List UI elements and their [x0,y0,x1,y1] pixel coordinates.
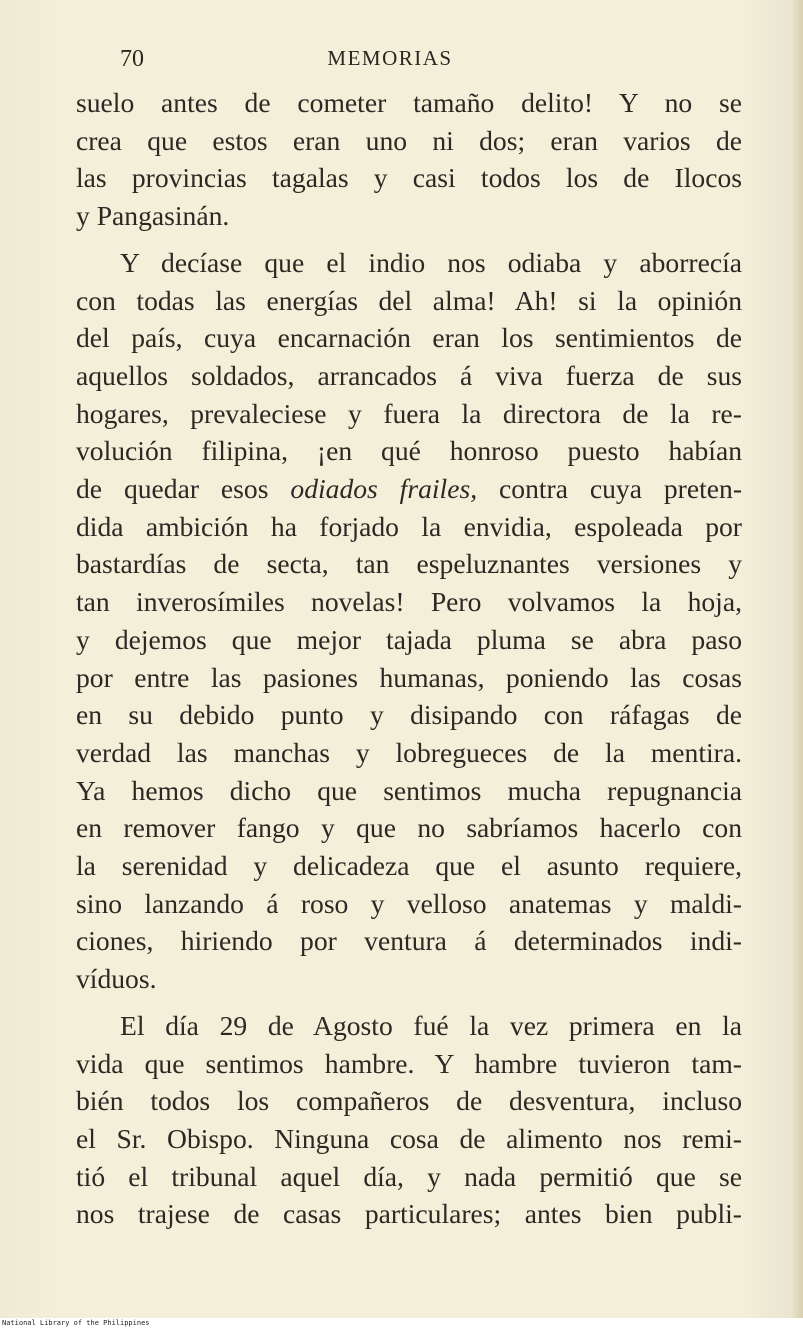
library-stamp: National Library of the Philippines [2,1319,150,1327]
text-line: la serenidad y delicadeza que el asunto requiere, [76,850,742,882]
text-line: suelo antes de cometer tamaño delito! Y no se [76,87,742,118]
text-line: Y decíase que el indio nos odiaba y aborrecía [120,246,742,278]
text-line: volución filipina, ¡en qué honroso puesto habían [76,435,742,467]
text-line: El día 29 de Agosto fué la vez primera en la [120,1009,742,1041]
text-line: en su debido punto y disipando con ráfagas de [76,699,742,731]
italic-phrase: odiados frailes, [290,473,478,505]
text-line [76,470,742,508]
paragraph [76,84,742,235]
text-line: con todas las energías del alma! Ah! si la opinión [76,284,742,316]
paragraph [76,244,742,998]
text-line: hogares, prevaleciese y fuera la directora de la re- [76,397,742,429]
paragraph [76,1007,742,1233]
text-line: del país, cuya encarnación eran los sentimientos de [76,322,742,354]
text-line: Ya hemos dicho que sentimos mucha repugnancia [76,774,742,806]
text-line: nos trajese de casas particulares; antes bien publi- [76,1198,742,1230]
text-line: y Pangasinán. [76,200,230,232]
text-line: bién todos los compañeros de desventura, incluso [76,1085,742,1117]
body-text [76,84,742,1233]
page-header [120,46,660,76]
text-line: ciones, hiriendo por ventura á determinados indi- [76,925,742,957]
text-line: por entre las pasiones humanas, poniendo las cosas [76,661,742,693]
text-line: las provincias tagalas y casi todos los de Ilocos [76,162,742,194]
text-line: crea que estos eran uno ni dos; eran varios de [76,124,742,156]
text-line: tan inverosímiles novelas! Pero volvamos la hoja, [76,586,742,618]
text-line: víduos. [76,963,157,995]
text-line: dida ambición ha forjado la envidia, espoleada por [76,510,742,542]
page-edge [793,0,803,1318]
running-head: MEMORIAS [327,46,453,70]
text-line: y dejemos que mejor tajada pluma se abra paso [76,623,742,655]
text-line: sino lanzando á roso y velloso anatemas y maldi- [76,887,742,919]
text-segment: de quedar esos [76,473,269,505]
text-segment: contra cuya preten- [499,473,743,505]
text-line: verdad las manchas y lobregueces de la mentira. [76,736,742,768]
text-line: tió el tribunal aquel día, y nada permitió que se [76,1160,742,1192]
text-line: el Sr. Obispo. Ninguna cosa de alimento nos remi- [76,1122,742,1154]
page-number: 70 [120,46,144,72]
text-line: bastardías de secta, tan espeluznantes versiones y [76,548,742,580]
text-line: aquellos soldados, arrancados á viva fuerza de sus [76,359,742,391]
text-line: en remover fango y que no sabríamos hacerlo con [76,812,742,844]
text-line: vida que sentimos hambre. Y hambre tuvieron tam- [76,1047,742,1079]
